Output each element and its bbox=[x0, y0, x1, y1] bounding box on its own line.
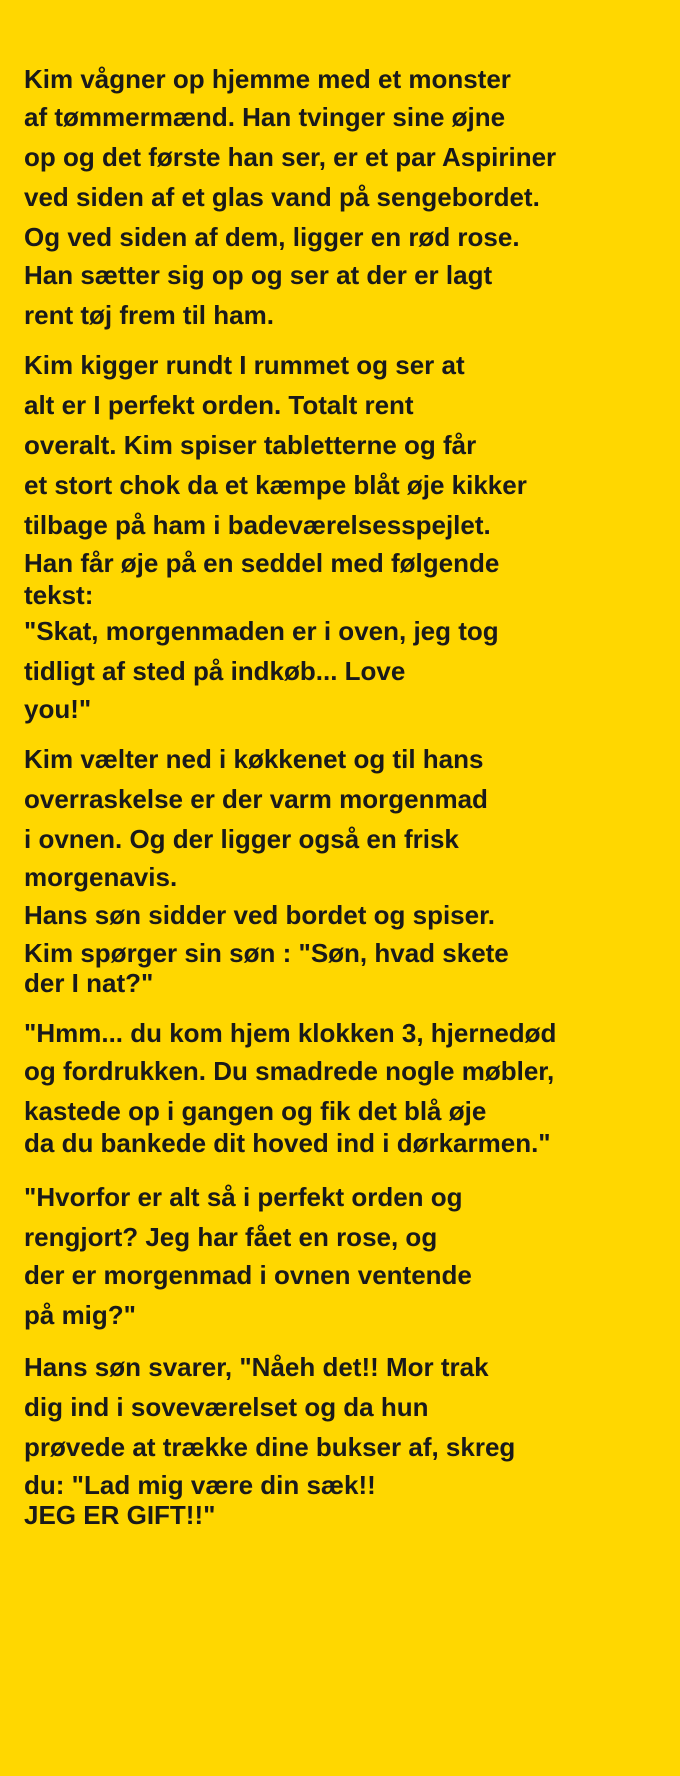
text-line: på mig?" bbox=[24, 1300, 136, 1330]
text-line: overraskelse er der varm morgenmad bbox=[24, 784, 488, 814]
text-line: op og det første han ser, er et par Aspiriner bbox=[24, 142, 557, 172]
text-line: tidligt af sted på indkøb... Love bbox=[24, 656, 406, 686]
text-line: morgenavis. bbox=[24, 862, 178, 892]
text-line: rent tøj frem til ham. bbox=[24, 300, 274, 330]
text-line: "Hvorfor er alt så i perfekt orden og bbox=[24, 1182, 463, 1212]
text-line: ved siden af et glas vand på sengebordet. bbox=[24, 182, 540, 212]
text-line: Han får øje på en seddel med følgende bbox=[24, 548, 500, 578]
text-line: kastede op i gangen og fik det blå øje bbox=[24, 1096, 487, 1126]
text-line: tekst: bbox=[24, 580, 94, 610]
text-line: prøvede at trække dine bukser af, skreg bbox=[24, 1432, 516, 1462]
text-line: dig ind i soveværelset og da hun bbox=[24, 1392, 429, 1422]
text-line: og fordrukken. Du smadrede nogle møbler, bbox=[24, 1056, 555, 1086]
text-line: Kim vælter ned i køkkenet og til hans bbox=[24, 744, 484, 774]
text-line: der er morgenmad i ovnen ventende bbox=[24, 1260, 472, 1290]
text-line: Hans søn svarer, "Nåeh det!! Mor trak bbox=[24, 1352, 489, 1382]
text-line: rengjort? Jeg har fået en rose, og bbox=[24, 1222, 438, 1252]
text-line: JEG ER GIFT!!" bbox=[24, 1500, 216, 1530]
text-line: Og ved siden af dem, ligger en rød rose. bbox=[24, 222, 520, 252]
text-line: der I nat?" bbox=[24, 968, 154, 998]
text-line: Kim spørger sin søn : "Søn, hvad skete bbox=[24, 938, 509, 968]
text-line: "Skat, morgenmaden er i oven, jeg tog bbox=[24, 616, 499, 646]
text-line: Han sætter sig op og ser at der er lagt bbox=[24, 260, 493, 290]
text-line: et stort chok da et kæmpe blåt øje kikker bbox=[24, 470, 527, 500]
text-line: "Hmm... du kom hjem klokken 3, hjernedød bbox=[24, 1018, 557, 1048]
text-line: Kim kigger rundt I rummet og ser at bbox=[24, 350, 465, 380]
text-line: af tømmermænd. Han tvinger sine øjne bbox=[24, 102, 506, 132]
text-line: alt er I perfekt orden. Totalt rent bbox=[24, 390, 414, 420]
text-line: overalt. Kim spiser tabletterne og får bbox=[24, 430, 477, 460]
text-line: da du bankede dit hoved ind i dørkarmen." bbox=[24, 1128, 551, 1158]
text-line: you!" bbox=[24, 694, 92, 724]
text-line: i ovnen. Og der ligger også en frisk bbox=[24, 824, 459, 854]
text-line: tilbage på ham i badeværelsesspejlet. bbox=[24, 510, 491, 540]
text-line: Kim vågner op hjemme med et monster bbox=[24, 64, 511, 94]
text-line: du: "Lad mig være din sæk!! bbox=[24, 1470, 376, 1500]
text-line: Hans søn sidder ved bordet og spiser. bbox=[24, 900, 496, 930]
